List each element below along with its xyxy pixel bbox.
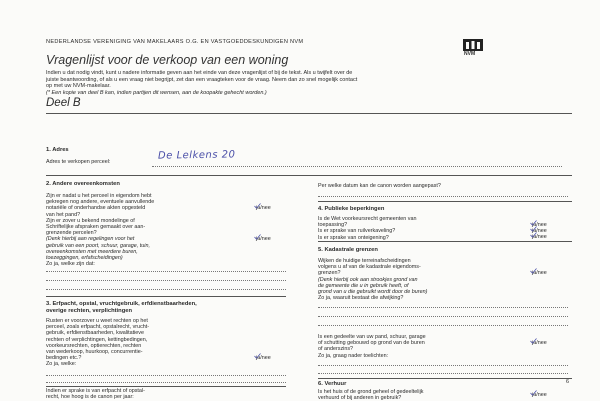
answer-line[interactable] bbox=[46, 280, 286, 281]
question-line: gekregen nog andere, eventuele aanvullende bbox=[46, 199, 155, 206]
section-heading-publieke: 4. Publieke beperkingen bbox=[318, 206, 385, 212]
answer-line[interactable] bbox=[318, 365, 568, 366]
answer-ja-nee[interactable]: ja/nee bbox=[532, 234, 547, 240]
intro-line: op met uw NVM-makelaar. bbox=[46, 83, 111, 89]
check-mark-icon bbox=[530, 338, 537, 344]
check-mark-icon bbox=[254, 353, 261, 359]
section-heading-overeenkomsten: 2. Andere overeenkomsten bbox=[46, 181, 120, 187]
answer-ja-nee[interactable]: ja/nee bbox=[532, 222, 547, 228]
question-line: Zijn er nadat u het perceel in eigendom hebt bbox=[46, 193, 152, 199]
question-line: Schriftelijke afspraken gemaakt over aan- bbox=[46, 224, 146, 231]
note-line: toezeggingen, erfafscheidingen) bbox=[46, 255, 123, 262]
answer-line[interactable] bbox=[46, 375, 286, 376]
answer-ja-nee[interactable]: ja/nee bbox=[532, 270, 547, 276]
check-mark-icon bbox=[254, 234, 261, 240]
note-line: (Denk hierbij ook aan strookjes grond van bbox=[318, 276, 418, 283]
heading-line: overige rechten, verplichtingen bbox=[46, 307, 133, 314]
question-line: perceel, zoals erfpacht, opstalrecht, vrucht- bbox=[46, 324, 150, 331]
divider bbox=[46, 175, 572, 176]
answer-line[interactable] bbox=[318, 316, 568, 317]
divider bbox=[318, 378, 572, 379]
check-mark-icon bbox=[530, 390, 537, 396]
check-mark-icon bbox=[254, 203, 261, 209]
logo-text: NVM bbox=[464, 51, 476, 57]
address-label: Adres te verkopen perceel: bbox=[46, 159, 111, 165]
divider bbox=[318, 241, 572, 242]
check-mark-icon bbox=[530, 268, 537, 274]
question-line: Zo ja, waaruit bestaat die afwijking? bbox=[318, 295, 404, 302]
intro-line: juiste beantwoording, of als u een vraag niet begrijpt, zet dan een vraagteken voor de vraag. Neem dan zo snel mogelijk contact bbox=[46, 76, 358, 83]
intro-line: Indien u dat nodig vindt, kunt u nadere informatie geven aan het einde van deze vragenlijst of bij de tekst. Als u twijfelt over de bbox=[46, 70, 353, 76]
question-line: van het pand? bbox=[46, 211, 81, 218]
section-heading-kadastraal: 5. Kadastrale grenzen bbox=[318, 247, 378, 253]
question-block bbox=[318, 216, 416, 241]
divider bbox=[318, 201, 572, 202]
divider bbox=[46, 296, 286, 297]
answer-line[interactable] bbox=[318, 373, 568, 374]
question-line: voorkeursrechten, optierechten, rechten bbox=[46, 342, 142, 349]
question-line: rechten of verplichtingen, kettingbedingen, bbox=[46, 336, 148, 343]
answer-ja-nee[interactable]: ja/nee bbox=[256, 355, 271, 361]
question-line: Zo ja, welke zijn dat: bbox=[46, 261, 95, 268]
answer-line[interactable] bbox=[318, 196, 568, 197]
question-line: Rusten er voorzover u weet rechten op het bbox=[46, 318, 148, 324]
section-heading-erfpacht bbox=[46, 301, 197, 314]
question-line: Is het huis of de grond geheel of gedeeltelijk bbox=[318, 389, 424, 395]
answer-line[interactable] bbox=[318, 325, 568, 326]
question-line: gebruik, erfdienstbaarheden, kwalitatieve bbox=[46, 330, 144, 337]
section-heading-verhuur: 6. Verhuur bbox=[318, 381, 347, 387]
answer-ja-nee[interactable]: ja/nee bbox=[256, 205, 271, 211]
question-line: Is er sprake van ruilverkaveling? bbox=[318, 228, 396, 235]
check-mark-icon bbox=[530, 232, 537, 238]
question-block bbox=[46, 193, 154, 267]
answer-line[interactable] bbox=[46, 271, 286, 272]
note-line: gebruik van een poort, schuur, garage, tuin, bbox=[46, 242, 150, 249]
question-line: of schutting gebouwd op grond van de buren bbox=[318, 340, 425, 347]
question-line: notariële of onderhandse akten opgesteld bbox=[46, 205, 146, 212]
section-heading-adres: 1. Adres bbox=[46, 147, 69, 153]
note-line: (Denk hierbij aan regelingen voor het bbox=[46, 236, 135, 243]
question-block bbox=[318, 389, 424, 401]
question-line: van wederkoop, huurkoop, concurrentie- bbox=[46, 349, 143, 356]
question-block bbox=[318, 334, 426, 359]
note-line: overeenkomsten met meerdere buren, bbox=[46, 248, 138, 255]
answer-ja-nee[interactable]: ja/nee bbox=[532, 228, 547, 234]
question-line: Is er sprake van onteigening? bbox=[318, 234, 389, 241]
answer-ja-nee[interactable]: ja/nee bbox=[532, 340, 547, 346]
question-line: of anderszins? bbox=[318, 346, 354, 353]
nvm-logo-icon bbox=[462, 38, 484, 52]
question-line: volgens u af van de kadastrale eigendoms- bbox=[318, 264, 421, 271]
answer-ja-nee[interactable]: ja/nee bbox=[532, 392, 547, 398]
answer-line[interactable] bbox=[318, 307, 568, 308]
note-line: grond van u die gebruikt wordt door de buren) bbox=[318, 289, 428, 296]
question-line: Zo ja, welke: bbox=[46, 361, 77, 368]
question-block bbox=[46, 318, 149, 368]
question-line: grenzen? bbox=[318, 270, 341, 277]
question-line: bedingen etc.? bbox=[46, 355, 82, 362]
answer-line[interactable] bbox=[46, 382, 286, 383]
intro-line: (* Een kopie van deel B kan, indien partijen dit wensen, aan de koopakte gehecht worden.) bbox=[46, 89, 267, 96]
divider bbox=[46, 113, 572, 114]
page-title: Vragenlijst voor de verkoop van een woning bbox=[46, 53, 289, 67]
intro-text bbox=[46, 70, 576, 96]
page-number: 6 bbox=[566, 379, 570, 385]
question-line: Zijn er zover u bekend mondelinge of bbox=[46, 217, 135, 224]
address-handwritten-value[interactable]: De Lelkens 20 bbox=[157, 149, 236, 162]
note-line: de gemeente die u in gebruik heeft, of bbox=[318, 282, 409, 289]
question-line: Is de Wet voorkeursrecht gemeenten van bbox=[318, 216, 417, 222]
question-line: Is een gedeelte van uw pand, schuur, garage bbox=[318, 334, 426, 340]
question-line: Zo ja, graag nader toelichten: bbox=[318, 352, 389, 359]
heading-line: 3. Erfpacht, opstal, vruchtgebruik, erfdienstbaarheden, bbox=[46, 301, 197, 307]
part-title: Deel B bbox=[46, 97, 81, 109]
address-line bbox=[152, 166, 562, 167]
answer-ja-nee[interactable]: ja/nee bbox=[256, 236, 271, 242]
question-block bbox=[318, 258, 427, 301]
question-line: Indien er sprake is van erfpacht of opstal- bbox=[46, 388, 145, 394]
question-line: Wijken de huidige terreinafscheidingen bbox=[318, 258, 411, 264]
canon-question: Per welke datum kan de canon worden aangepast? bbox=[318, 183, 441, 189]
question-line: toepassing? bbox=[318, 222, 348, 229]
question-line: grenzende percelen? bbox=[46, 230, 97, 237]
divider bbox=[46, 386, 286, 387]
answer-line[interactable] bbox=[46, 289, 286, 290]
question-line: verhuurd of bij anderen in gebruik? bbox=[318, 395, 402, 401]
organization-name: NEDERLANDSE VERENIGING VAN MAKELAARS O.G. EN VASTGOEDDESKUNDIGEN NVM bbox=[46, 39, 304, 45]
question-line: recht, hoe hoog is de canon per jaar: bbox=[46, 394, 134, 401]
question-block bbox=[46, 388, 145, 400]
